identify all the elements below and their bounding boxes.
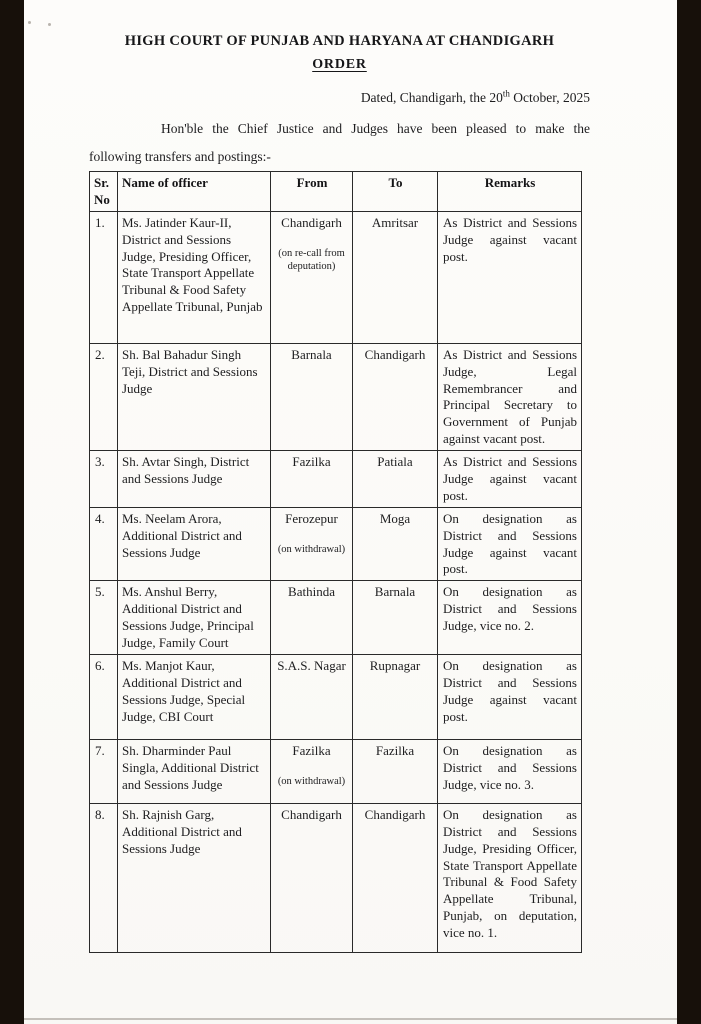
to-cell: Fazilka xyxy=(353,739,438,803)
remarks-cell: On designation as District and Sessions Judge, Presiding Officer, State Transport Appellate Tribunal & Food Safety Appellate Tribunal, Punjab, on deputation, vice no. 1. xyxy=(438,803,582,952)
sr-no-cell: 1. xyxy=(90,211,118,343)
dust-speck xyxy=(28,21,31,24)
from-station: Barnala xyxy=(291,346,332,362)
to-cell: Moga xyxy=(353,507,438,581)
remarks-cell: As District and Sessions Judge against vacant post. xyxy=(438,211,582,343)
table-header-row xyxy=(90,172,582,212)
remarks-cell: On designation as District and Sessions Judge against vacant post. xyxy=(438,654,582,739)
from-station: Chandigarh xyxy=(281,214,342,230)
from-cell xyxy=(271,654,353,739)
table-row xyxy=(90,803,582,952)
table-row xyxy=(90,739,582,803)
sr-no-cell: 5. xyxy=(90,581,118,655)
sr-no-cell: 4. xyxy=(90,507,118,581)
sr-no-cell: 8. xyxy=(90,803,118,952)
from-note: (on withdrawal) xyxy=(277,775,346,787)
to-cell: Chandigarh xyxy=(353,803,438,952)
dust-speck xyxy=(48,23,51,26)
officer-name-cell: Ms. Jatinder Kaur-II, District and Sessions Judge, Presiding Officer, State Transport Appellate Tribunal & Food Safety Appellate Tribunal, Punjab xyxy=(118,211,271,343)
from-station: Fazilka xyxy=(292,454,331,470)
page-bottom-edge xyxy=(24,1018,677,1020)
remarks-cell: On designation as District and Sessions Judge, vice no. 3. xyxy=(438,739,582,803)
column-header-name: Name of officer xyxy=(118,172,271,212)
from-cell xyxy=(271,451,353,508)
date-suffix: October, 2025 xyxy=(509,90,590,105)
transfers-postings-table xyxy=(89,171,582,953)
from-cell xyxy=(271,211,353,343)
column-header-remarks: Remarks xyxy=(438,172,582,212)
from-cell xyxy=(271,739,353,803)
to-cell: Patiala xyxy=(353,451,438,508)
document-page xyxy=(24,0,677,1024)
column-header-to: To xyxy=(353,172,438,212)
officer-name-cell: Sh. Avtar Singh, District and Sessions Judge xyxy=(118,451,271,508)
officer-name-cell: Ms. Neelam Arora, Additional District and Sessions Judge xyxy=(118,507,271,581)
remarks-cell: As District and Sessions Judge, Legal Remembrancer and Principal Secretary to Government of Punjab against vacant post. xyxy=(438,343,582,450)
date-prefix: Dated, Chandigarh, the 20 xyxy=(360,90,503,105)
table-row xyxy=(90,451,582,508)
from-cell xyxy=(271,803,353,952)
table-row xyxy=(90,507,582,581)
table-row xyxy=(90,581,582,655)
to-cell: Amritsar xyxy=(353,211,438,343)
from-station: Ferozepur xyxy=(285,510,338,526)
intro-paragraph-line-2: following transfers and postings:- xyxy=(89,149,271,164)
from-station: S.A.S. Nagar xyxy=(277,657,346,673)
from-station: Fazilka xyxy=(292,742,331,758)
officer-name-cell: Sh. Bal Bahadur Singh Teji, District and Sessions Judge xyxy=(118,343,271,450)
to-cell: Rupnagar xyxy=(353,654,438,739)
date-ordinal-suffix: th xyxy=(502,88,510,99)
officer-name-cell: Sh. Dharminder Paul Singla, Additional District and Sessions Judge xyxy=(118,739,271,803)
to-cell: Chandigarh xyxy=(353,343,438,450)
table-row xyxy=(90,654,582,739)
from-note: (on withdrawal) xyxy=(277,543,346,555)
from-cell xyxy=(271,507,353,581)
remarks-cell: On designation as District and Sessions Judge, vice no. 2. xyxy=(438,581,582,655)
officer-name-cell: Sh. Rajnish Garg, Additional District and Sessions Judge xyxy=(118,803,271,952)
officer-name-cell: Ms. Manjot Kaur, Additional District and Sessions Judge, Special Judge, CBI Court xyxy=(118,654,271,739)
date-line xyxy=(89,90,590,106)
to-cell: Barnala xyxy=(353,581,438,655)
order-heading: ORDER xyxy=(312,57,367,72)
table-row xyxy=(90,211,582,343)
sr-no-cell: 3. xyxy=(90,451,118,508)
intro-paragraph-line-1: Hon'ble the Chief Justice and Judges have been pleased to make the xyxy=(161,121,590,136)
sr-no-cell: 7. xyxy=(90,739,118,803)
column-header-sr-no: Sr. No xyxy=(90,172,118,212)
remarks-cell: As District and Sessions Judge against vacant post. xyxy=(438,451,582,508)
from-station: Chandigarh xyxy=(281,806,342,822)
from-cell xyxy=(271,581,353,655)
sr-no-cell: 2. xyxy=(90,343,118,450)
page-title: HIGH COURT OF PUNJAB AND HARYANA AT CHANDIGARH xyxy=(124,33,555,49)
from-note: (on re-call from deputation) xyxy=(278,247,345,272)
remarks-cell: On designation as District and Sessions Judge against vacant post. xyxy=(438,507,582,581)
from-station: Bathinda xyxy=(288,584,335,600)
officer-name-cell: Ms. Anshul Berry, Additional District and Sessions Judge, Principal Judge, Family Court xyxy=(118,581,271,655)
from-cell xyxy=(271,343,353,450)
table-row xyxy=(90,343,582,450)
sr-no-cell: 6. xyxy=(90,654,118,739)
column-header-from: From xyxy=(271,172,353,212)
